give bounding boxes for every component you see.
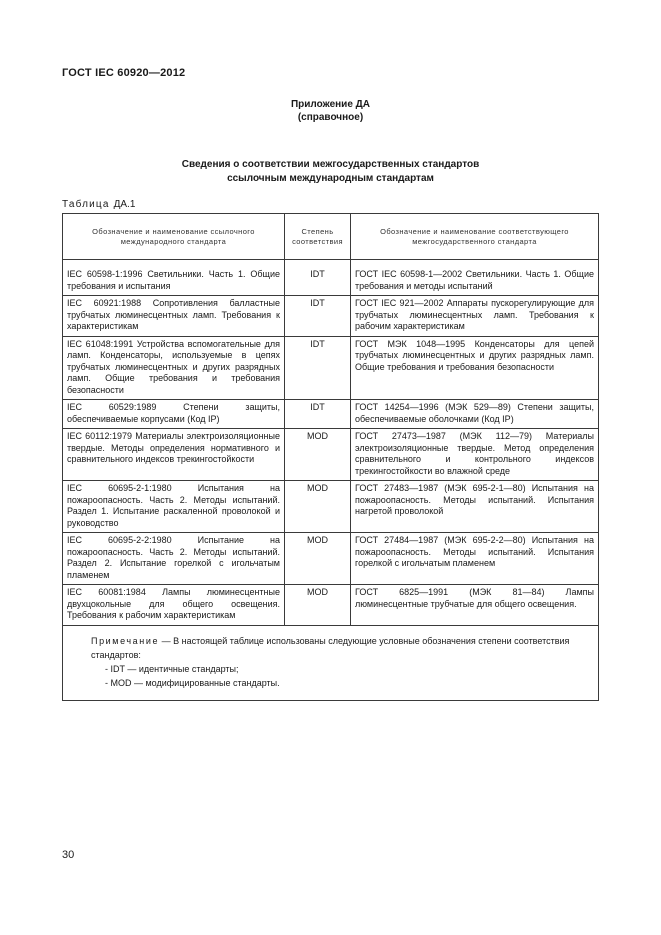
table-row: [63, 296, 599, 337]
cell-source-standard: IEC 60112:1979 Материалы электроизоляционные твердые. Методы определения нормативного и сравнительного индексов трекингостойкости: [63, 429, 285, 481]
table-row: [63, 336, 599, 400]
table-row: [63, 429, 599, 481]
table-body: [63, 260, 599, 626]
cell-source-standard: IEC 60598-1:1996 Светильники. Часть 1. Общие требования и испытания: [63, 267, 285, 296]
correspondence-table: [62, 213, 599, 701]
table-note-row: [63, 625, 599, 700]
cell-degree: MOD: [285, 533, 351, 585]
cell-source-standard: IEC 60695-2-1:1980 Испытания на пожароопасность. Часть 2. Методы испытаний. Раздел 1. Испытание раскаленной проволокой и руководство: [63, 481, 285, 533]
table-row: [63, 267, 599, 296]
cell-target-standard: ГОСТ IEC 60598-1—2002 Светильники. Часть 1. Общие требования и методы испытаний: [351, 267, 599, 296]
table-label-word: Таблица: [62, 199, 110, 210]
page-number: 30: [62, 849, 75, 861]
table-label-number: ДА.1: [113, 199, 136, 210]
cell-target-standard: ГОСТ 27483—1987 (МЭК 695-2-1—80) Испытания на пожароопасность. Методы испытаний. Испытания нагретой проволокой: [351, 481, 599, 533]
cell-target-standard: ГОСТ 6825—1991 (МЭК 81—84) Лампы люминесцентные трубчатые для общего освещения.: [351, 585, 599, 626]
note-item-mod: - MOD — модифицированные стандарты.: [105, 677, 280, 688]
table-header-row: [63, 214, 599, 260]
cell-degree: IDT: [285, 400, 351, 429]
cell-source-standard: IEC 60081:1984 Лампы люминесцентные двухцокольные для общего освещения. Требования к рабочим характеристикам: [63, 585, 285, 626]
cell-target-standard: ГОСТ 14254—1996 (МЭК 529—89) Степени защиты, обеспечиваемые оболочками (Код IP): [351, 400, 599, 429]
annex-subtitle: (справочное): [297, 112, 364, 123]
table-label: [62, 199, 135, 210]
column-header-degree: Степень соответствия: [285, 214, 351, 260]
cell-source-standard: IEC 61048:1991 Устройства вспомогательные для ламп. Конденсаторы, используемые в цепях трубчатых люминесцентных и других разрядных ламп. Общие требования и требования безопасности: [63, 336, 285, 400]
table-row: [63, 585, 599, 626]
note-item-idt: - IDT — идентичные стандарты;: [105, 663, 239, 674]
note-line: [91, 634, 592, 662]
header-spacer-row: [63, 260, 599, 268]
cell-degree: IDT: [285, 336, 351, 400]
cell-source-standard: IEC 60921:1988 Сопротивления балластные трубчатых люминесцентных ламп. Требования к характеристикам: [63, 296, 285, 337]
table-row: [63, 481, 599, 533]
cell-degree: MOD: [285, 481, 351, 533]
cell-degree: MOD: [285, 585, 351, 626]
cell-source-standard: IEC 60695-2-2:1980 Испытание на пожароопасность. Часть 2. Методы испытаний. Раздел 2. Испытание горелкой с игольчатым пламенем: [63, 533, 285, 585]
column-header-target: Обозначение и наименование соответствующего межгосударственного стандарта: [351, 214, 599, 260]
cell-target-standard: ГОСТ МЭК 1048—1995 Конденсаторы для цепей трубчатых люминесцентных и других разрядных ламп. Общие требования и требования безопасности: [351, 336, 599, 400]
table-row: [63, 533, 599, 585]
cell-target-standard: ГОСТ IEC 921—2002 Аппараты пускорегулирующие для трубчатых люминесцентных ламп. Требования к рабочим характеристикам: [351, 296, 599, 337]
annex-title: Приложение ДА: [290, 99, 371, 110]
note-text: — В настоящей таблице использованы следующие условные обозначения степени соответствия стандартов:: [91, 635, 570, 660]
cell-degree: IDT: [285, 296, 351, 337]
cell-target-standard: ГОСТ 27484—1987 (МЭК 695-2-2—80) Испытания на пожароопасность. Методы испытаний. Испытания горелкой с игольчатым пламенем: [351, 533, 599, 585]
table-row: [63, 400, 599, 429]
cell-degree: IDT: [285, 267, 351, 296]
cell-degree: MOD: [285, 429, 351, 481]
note-lead: Примечание: [91, 635, 160, 646]
section-heading-line-1: Сведения о соответствии межгосударственных стандартов: [181, 159, 480, 170]
column-header-source: Обозначение и наименование ссылочного международного стандарта: [63, 214, 285, 260]
cell-target-standard: ГОСТ 27473—1987 (МЭК 112—79) Материалы электроизоляционные твердые. Метод определения сравнительного и контрольного индексов трекингостойкости во влажной среде: [351, 429, 599, 481]
cell-source-standard: IEC 60529:1989 Степени защиты, обеспечиваемые корпусами (Код IP): [63, 400, 285, 429]
document-code: ГОСТ IEC 60920—2012: [62, 67, 186, 79]
section-heading-line-2: ссылочным международным стандартам: [227, 173, 434, 184]
table-note: [63, 625, 599, 700]
